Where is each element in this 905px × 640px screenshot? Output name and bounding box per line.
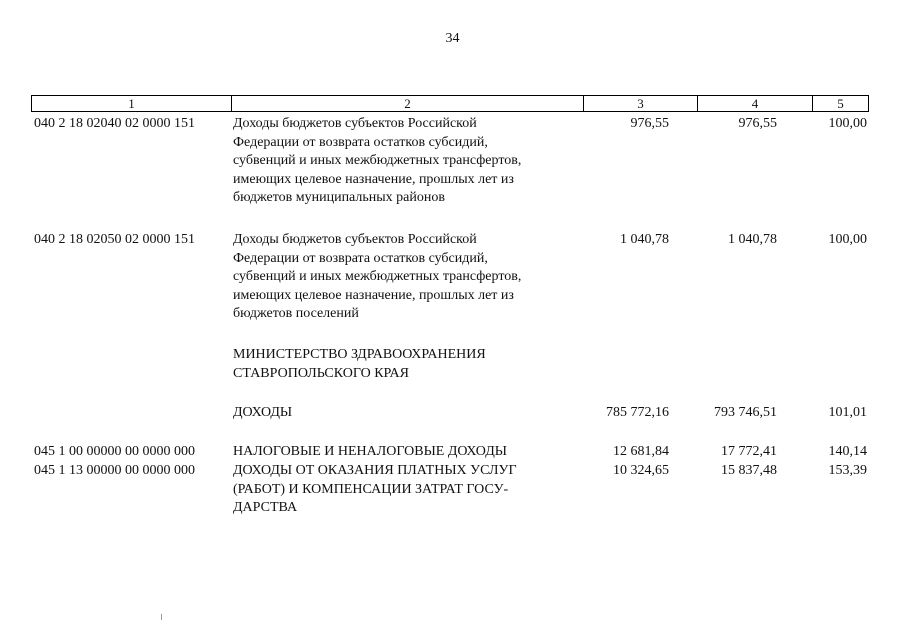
row-desc-line: Доходы бюджетов субъектов Российской [233,232,477,247]
row-col5: 140,14 [828,444,867,459]
row-col5: 100,00 [828,232,867,247]
row-desc-line: Федерации от возврата остатков субсидий, [233,250,488,266]
row-desc-line: Федерации от возврата остатков субсидий, [233,134,488,150]
table-header [31,95,869,112]
row-desc-line: субвенций и иных межбюджетных трансфертов, [233,153,522,169]
row-desc-line: НАЛОГОВЫЕ И НЕНАЛОГОВЫЕ ДОХОДЫ [233,444,507,459]
section-heading-line: СТАВРОПОЛЬСКОГО КРАЯ [233,365,409,381]
row-desc-line: ДОХОДЫ ОТ ОКАЗАНИЯ ПЛАТНЫХ УСЛУГ [233,463,517,478]
row-col3: 976,55 [630,116,669,131]
row-desc-line: (РАБОТ) И КОМПЕНСАЦИИ ЗАТРАТ ГОСУ- [233,481,509,497]
row-code: 045 1 13 00000 00 0000 000 [34,463,195,478]
row-col4: 1 040,78 [728,232,777,247]
header-col-4: 4 [697,96,812,111]
row-desc-line: имеющих целевое назначение, прошлых лет из [233,287,514,303]
page-number: 34 [445,31,460,46]
row-col5: 100,00 [828,116,867,131]
header-col-3: 3 [583,96,697,111]
scan-artifact [161,614,162,620]
row-col4: 17 772,41 [721,444,777,459]
row-desc-line: имеющих целевое назначение, прошлых лет из [233,171,514,187]
header-col-5: 5 [812,96,868,111]
row-code: 040 2 18 02040 02 0000 151 [34,116,195,131]
row-code: 040 2 18 02050 02 0000 151 [34,232,195,247]
row-desc-line: субвенций и иных межбюджетных трансфертов, [233,269,522,285]
row-desc-line: ДОХОДЫ [233,405,293,420]
row-col4: 976,55 [738,116,777,131]
row-desc-line: бюджетов муниципальных районов [233,190,445,206]
row-col5: 101,01 [828,405,867,420]
row-desc-line: ДАРСТВА [233,500,298,516]
row-col5: 153,39 [828,463,867,478]
row-code: 045 1 00 00000 00 0000 000 [34,444,195,459]
header-col-1: 1 [128,96,135,111]
section-heading-line: МИНИСТЕРСТВО ЗДРАВООХРАНЕНИЯ [233,347,486,362]
header-col-2: 2 [231,96,583,111]
row-desc-line: Доходы бюджетов субъектов Российской [233,116,477,131]
row-col4: 15 837,48 [721,463,777,478]
row-col3: 10 324,65 [613,463,669,478]
row-col3: 12 681,84 [613,444,669,459]
row-desc-line: бюджетов поселений [233,306,359,322]
row-col4: 793 746,51 [714,405,777,420]
row-col3: 1 040,78 [620,232,669,247]
row-col3: 785 772,16 [606,405,669,420]
